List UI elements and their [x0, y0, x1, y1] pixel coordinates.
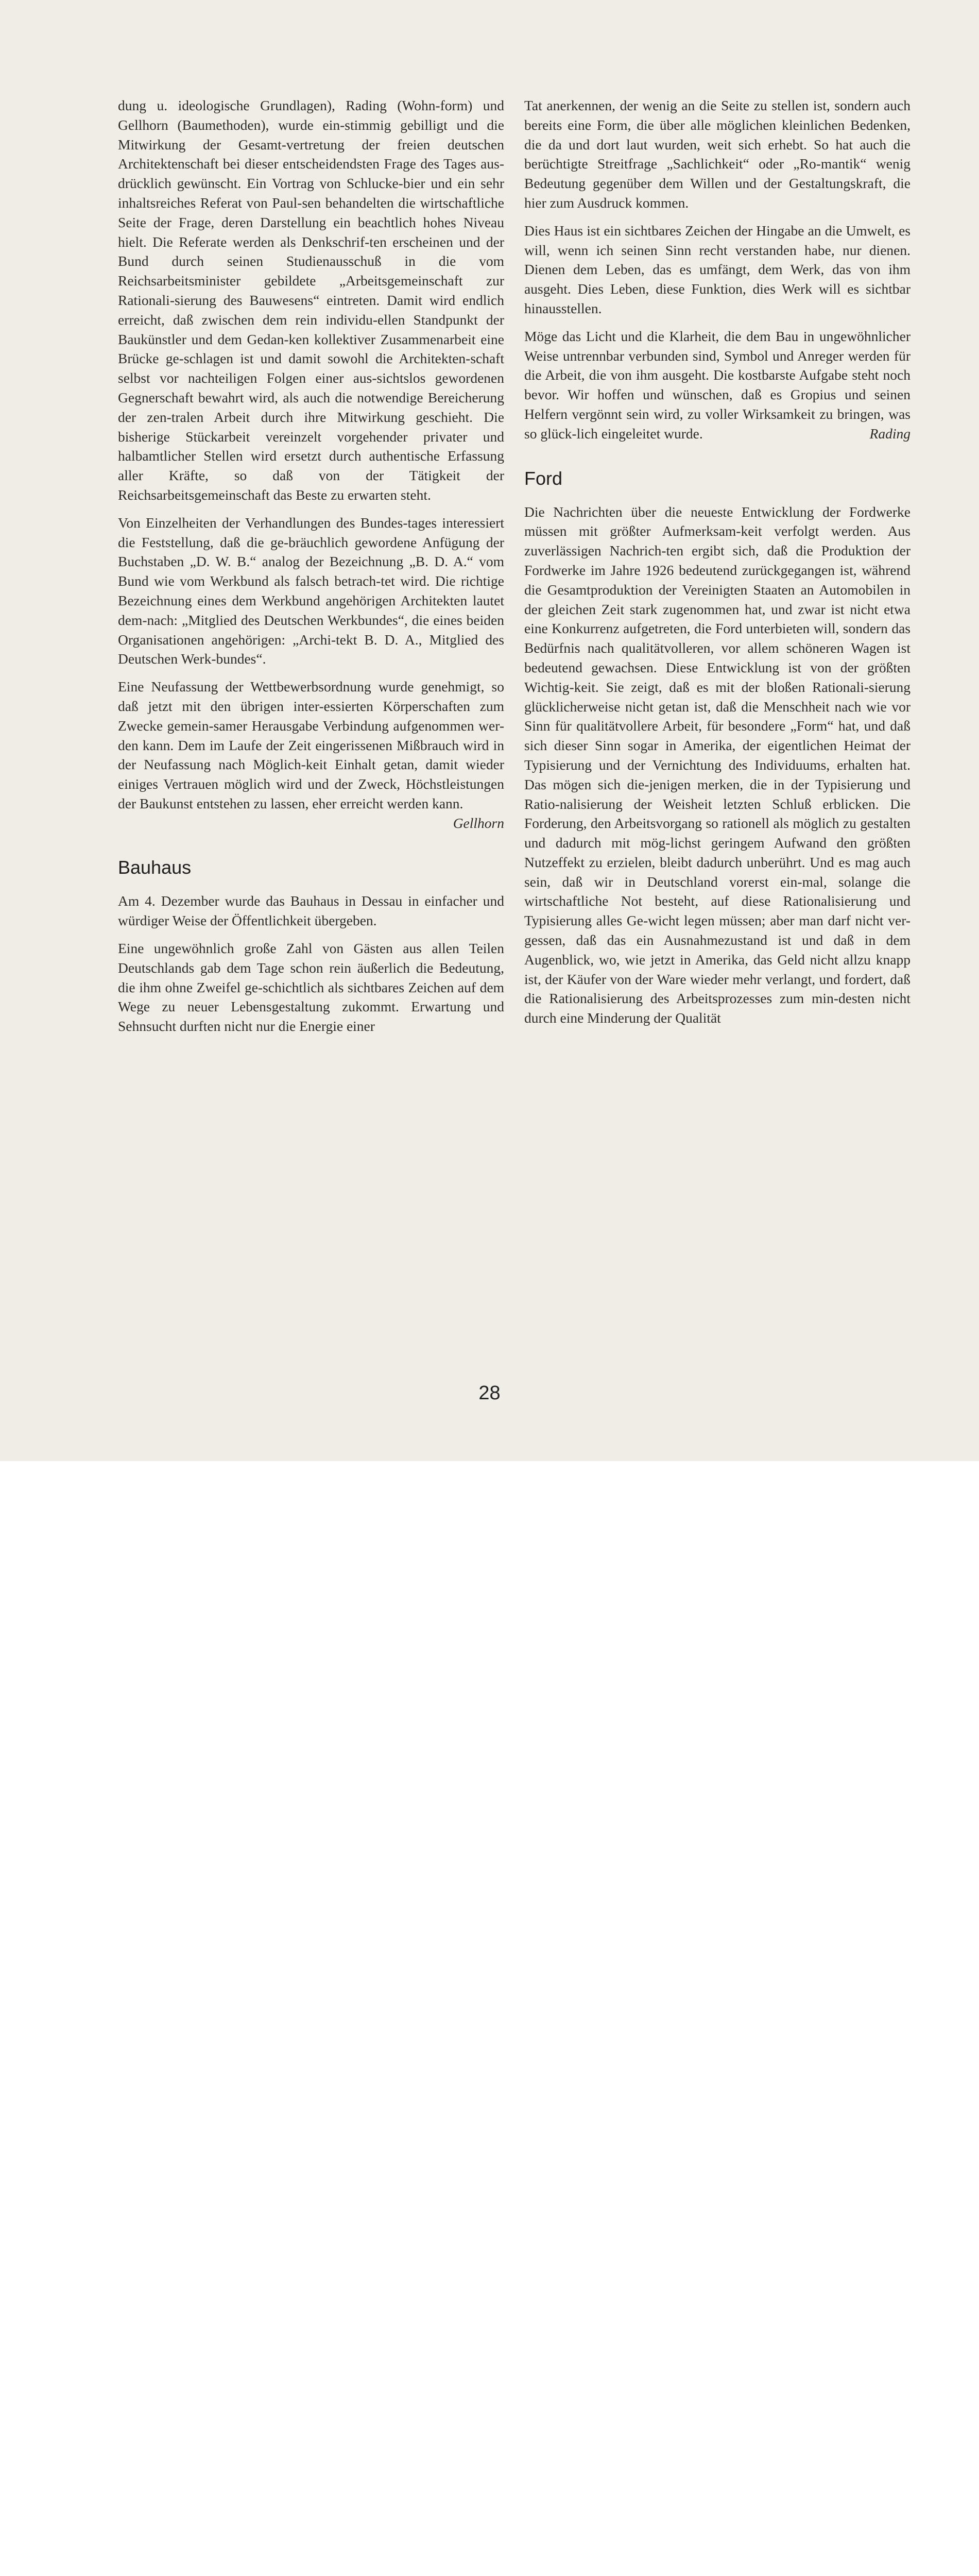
- text-paragraph: [118, 939, 504, 1036]
- text-paragraph: [118, 891, 504, 930]
- section-heading: Ford: [524, 467, 563, 489]
- paragraph-text: Tat anerkennen, der wenig an die Seite zu stellen ist, sondern auch bereits eine Form, die über alle möglichen kleinlichen Bedenken, die da und dort laut wurden, weit sich erhebt. So hat auch die berüchtigte Streitfrage „Sachlichkeit“ oder „Ro-mantik“ wenig Bedeutung gegenüber dem Willen und der Gestaltungskraft, die hier zum Ausdruck kommen.: [524, 97, 911, 211]
- author-signature: Rading: [869, 425, 911, 442]
- text-paragraph: [524, 96, 911, 213]
- text-paragraph: [524, 502, 911, 1028]
- text-paragraph: [118, 513, 504, 669]
- paragraph-text: Von Einzelheiten der Verhandlungen des Bundes-tages interessiert die Feststellung, daß die ge-bräuchlich gewordene Anfügung der Buchstaben „D. W. B.“ analog der Bezeichnung „B. D. A.“ vom Bund wie vom Werkbund als falsch betrach-tet wird. Die richtige Bezeichnung eines dem Werkbund angehörigen Architekten lautet dem-nach: „Mitglied des Deutschen Werkbundes“, die eines beiden Organisationen angehörigen: „Archi-tekt B. D. A., Mitglied des Deutschen Werk-bundes“.: [118, 514, 504, 667]
- digitization-footer: [0, 1461, 979, 1534]
- paragraph-text: Eine Neufassung der Wettbewerbsordnung wurde genehmigt, so daß jetzt mit den übrigen inter-essierten Körperschaften zum Zwecke gemein-samer Herausgabe Verbindung aufgenommen wer-den kann. Dem im Laufe der Zeit eingerissenen Mißbrauch wird in der Neufassung nach Möglich-keit Einhalt getan, damit wieder einiges Vertrauen möglich wird und der Zweck, Höchstleistungen der Baukunst entstehen zu lassen, eher erreicht werden kann.: [118, 679, 504, 811]
- section-heading: Bauhaus: [118, 857, 192, 878]
- text-paragraph: [118, 677, 504, 833]
- paragraph-text: dung u. ideologische Grundlagen), Rading (Wohn-form) und Gellhorn (Baumethoden), wurde ein-stimmig gebilligt und die Mitwirkung der Gesamt-vertretung der freien deutschen Architektenschaft bei dieser entscheidendsten Frage des Tages aus-drücklich gewünscht. Ein Vortrag von Schlucke-bier und ein sehr inhaltsreiches Referat von Paul-sen behandelten die wirtschaftliche Seite der Frage, deren Darstellung ein beachtlich hohes Niveau hielt. Die Referate werden als Denkschrif-ten erscheinen und der Bund durch seinen Studienausschuß in die vom Reichsarbeitsminister gebildete „Arbeitsgemeinschaft zur Rationali-sierung des Bauwesens“ eintreten. Damit wird endlich erreicht, daß zwischen dem rein individu-ellen Standpunkt der Baukünstler und dem Gedan-ken kollektiver Zusammenarbeit eine Brücke ge-schlagen ist und damit sowohl die Architekten-schaft selbst vor nachteiligen Folgen einer aus-sichtslos gewordenen Gegnerschaft bewahrt wird, als auch die notwendige Bereicherung der zen-tralen Arbeit durch ihre Mitwirkung geschieht. Die bisherige Stückarbeit vereinzelt vorgehender privater und halbamtlicher Stellen wird ersetzt durch authentische Erfassung aller Kräfte, so daß von der Tätigkeit der Reichsarbeitsgemeinschaft das Beste zu erwarten steht.: [118, 97, 504, 503]
- text-paragraph: [524, 327, 911, 444]
- paragraph-text: Möge das Licht und die Klarheit, die dem Bau in ungewöhnlicher Weise untrennbar verbunden sind, Symbol und Anreger werden für die Arbeit, die von ihm ausgeht. Die kostbarste Aufgabe steht noch bevor. Wir hoffen und wünschen, daß es Gropius und seinen Helfern vergönnt sein wird, zu voller Wirksamkeit zu bringen, was so glück-lich eingeleitet wurde.: [524, 328, 911, 442]
- text-paragraph: [118, 96, 504, 505]
- paragraph-text: Die Nachrichten über die neueste Entwicklung der Fordwerke müssen mit größter Aufmerksam-keit verfolgt werden. Aus zuverlässigen Nachrich-ten ergibt sich, daß die Produktion der Fordwerke im Jahre 1926 bedeutend zurückgegangen ist, während die Gesamtproduktion der Vereinigten Staaten an Automobilen in der gleichen Zeit stark zugenommen hat, und zwar ist nicht etwa eine Konkurrenz aufgetreten, die Ford unterbieten will, sondern das Bedürfnis nach qualitätvolleren, vor allem schöneren Wagen ist bedeutend gewachsen. Diese Entwicklung ist von der größten Wichtig-keit. Sie zeigt, daß es mit der bloßen Rationali-sierung glücklicherweise nicht getan ist, daß die Menschheit nach wie vor Sinn für qualitätvollere Arbeit, für besondere „Form“ hat, und daß sich dieser Sinn sogar in Amerika, der eigentlichen Heimat der Typisierung und der Vernichtung des Individuums, erhalten hat. Das mögen sich die-jenigen merken, die in der Typisierung und Ratio-nalisierung der Weisheit letzten Schluß erblicken. Die Forderung, den Arbeitsvorgang so rationell als möglich zu gestalten und dadurch mit mög-lichst geringem Aufwand den größten Nutzeffekt zu erzielen, bleibt dadurch unberührt. Und es mag auch sein, daß wir in Deutschland vorerst ein-mal, solange die wirtschaftliche Not besteht, auf diese Rationalisierung und Typisierung alles Ge-wicht legen müssen; aber man darf nicht ver-gessen, daß das ein Ausnahmezustand ist und daß in dem Augenblick, wo, wie jetzt in Amerika, das Geld nicht allzu knapp ist, der Käufer von der Ware wieder mehr verlangt, und fordert, daß die Rationalisierung des Arbeitsprozesses zum min-desten nicht durch eine Minderung der Qualität: [524, 503, 911, 1026]
- paragraph-text: Eine ungewöhnlich große Zahl von Gästen aus allen Teilen Deutschlands gab dem Tage schon rein äußerlich die Bedeutung, die ihm ohne Zweifel ge-schichtlich als sichtbares Zeichen auf dem Wege zu neuer Lebensgestaltung zukommt. Erwartung und Sehnsucht durften nicht nur die Energie einer: [118, 940, 504, 1035]
- page-number: 28: [478, 1382, 501, 1404]
- author-signature: Gellhorn: [453, 815, 504, 831]
- right-text-column: [524, 96, 911, 1036]
- text-paragraph: [524, 221, 911, 318]
- paragraph-text: Dies Haus ist ein sichtbares Zeichen der Hingabe an die Umwelt, es will, wenn ich seinen Sinn recht verstanden habe, nur dienen. Dienen dem Leben, das es umfängt, dem Werk, das von ihm ausgeht. Dies Leben, diese Funktion, dies Werk will es sichtbar hinausstellen.: [524, 222, 911, 316]
- paragraph-text: Am 4. Dezember wurde das Bauhaus in Dessau in einfacher und würdiger Weise der Öffentlichkeit übergeben.: [118, 893, 504, 929]
- left-text-column: [118, 96, 504, 1044]
